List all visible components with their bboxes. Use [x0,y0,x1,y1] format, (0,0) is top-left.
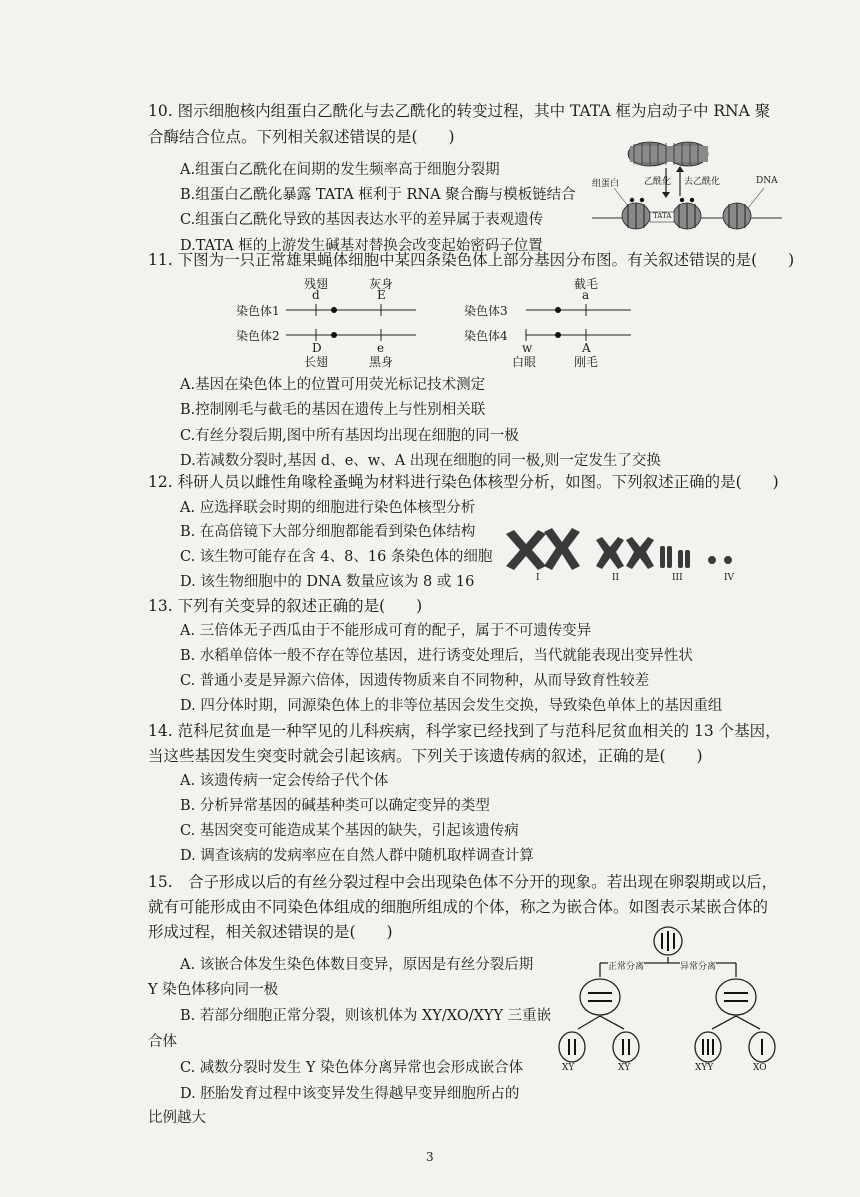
label-normal-separation: 正常分离 [608,959,644,972]
q10-histone-figure [592,138,782,246]
label-abnormal-separation: 异常分离 [680,959,716,972]
q10-option-c: C.组蛋白乙酰化导致的基因表达水平的差异属于表观遗传 [180,212,544,228]
label-histone: 组蛋白 [592,179,620,189]
q11-stem: 11. 下图为一只正常雄果蝇体细胞中某四条染色体上部分基因分布图。有关叙述错误的是( ) [148,251,795,269]
q14-option-b: B. 分析异常基因的碱基种类可以确定变异的类型 [180,798,490,814]
gene-a: a [582,288,590,302]
histone-diagram-graphic [592,138,782,246]
cell-label-xyy: XYY [695,1063,714,1073]
q10-stem-line1: 10. 图示细胞核内组蛋白乙酰化与去乙酰化的转变过程，其中 TATA 框为启动子中 RNA 聚 [148,102,771,120]
gene-w: w [522,341,533,355]
q15-option-b-line1: B. 若部分细胞正常分裂，则该机体为 XY/XO/XYY 三重嵌 [180,1008,552,1024]
q15-mosaic-figure [552,915,782,1075]
q12-karyotype-figure [500,520,760,590]
label-deacetylation: 去乙酰化 [684,177,721,187]
label-chromosome-4: 染色体4 [464,329,508,343]
label-rigid-bristle: 刚毛 [574,355,599,369]
q15-option-a-line2: Y 染色体移向同一极 [148,982,279,998]
q13-option-c: C. 普通小麦是异源六倍体，因遗传物质来自不同物种，从而导致育性较差 [180,673,650,689]
label-acetylation: 乙酰化 [644,177,672,187]
q12-stem: 12. 科研人员以雌性角喙栓蚤蝇为材料进行染色体核型分析，如图。下列叙述正确的是( ) [148,473,779,491]
q14-stem-line1: 14. 范科尼贫血是一种罕见的儿科疾病，科学家已经找到了与范科尼贫血相关的 13 个基因， [148,722,781,740]
label-cut-bristle: 截毛 [574,277,599,291]
label-chromosome-2: 染色体2 [236,329,280,343]
label-white-eye: 白眼 [512,355,537,369]
gene-E: E [377,288,386,302]
q15-option-d-line1: D. 胚胎发育过程中该变异发生得越早变异细胞所占的 [180,1086,520,1102]
page-number: 3 [426,1150,434,1164]
gene-d: d [312,288,320,302]
label-tata: TATA [653,212,672,220]
q10-stem-line2: 合酶结合位点。下列相关叙述错误的是( ) [148,128,455,146]
gene-A: A [582,341,591,355]
label-gray-body: 灰身 [369,277,394,291]
label-black-body: 黑身 [369,355,394,369]
q11-option-d: D.若减数分裂时,基因 d、e、w、A 出现在细胞的同一极,则一定发生了交换 [180,453,661,469]
q11-option-c: C.有丝分裂后期,图中所有基因均出现在细胞的同一极 [180,428,519,444]
q15-stem-line2: 就有可能形成由不同染色体组成的细胞所组成的个体，称之为嵌合体。如图表示某嵌合体的 [148,898,769,916]
q11-chromosome-figure [236,275,636,367]
q11-option-b: B.控制刚毛与截毛的基因在遗传上与性别相关联 [180,402,486,418]
q11-option-a: A.基因在染色体上的位置可用荧光标记技术测定 [180,377,486,393]
cell-label-xy-1: XY [562,1063,575,1073]
karyotype-label-2: II [612,573,620,583]
q12-option-c: C. 该生物可能存在含 4、8、16 条染色体的细胞 [180,549,493,565]
q10-option-b: B.组蛋白乙酰化暴露 TATA 框利于 RNA 聚合酶与模板链结合 [180,187,576,203]
q13-option-d: D. 四分体时期，同源染色体上的非等位基因会发生交换，导致染色单体上的基因重组 [180,698,723,714]
q14-option-a: A. 该遗传病一定会传给子代个体 [180,773,389,789]
cell-label-xo: XO [753,1063,767,1073]
q14-option-d: D. 调查该病的发病率应在自然人群中随机取样调查计算 [180,848,534,864]
q12-option-b: B. 在高倍镜下大部分细胞都能看到染色体结构 [180,524,476,540]
q15-option-c: C. 减数分裂时发生 Y 染色体分离异常也会形成嵌合体 [180,1060,524,1076]
q15-option-d-line2: 比例越大 [148,1110,206,1126]
label-long-wing: 长翅 [304,355,329,369]
q10-option-a: A.组蛋白乙酰化在间期的发生频率高于细胞分裂期 [180,162,500,178]
label-chromosome-1: 染色体1 [236,304,280,318]
karyotype-label-4: IV [724,573,735,583]
gene-e: e [377,341,385,355]
q13-option-a: A. 三倍体无子西瓜由于不能形成可育的配子，属于不可遗传变异 [180,623,592,639]
label-chromosome-3: 染色体3 [464,304,508,318]
q14-stem-line2: 当这些基因发生突变时就会引起该病。下列关于该遗传病的叙述，正确的是( ) [148,747,703,765]
label-dna: DNA [756,176,778,186]
q12-option-a: A. 应选择联会时期的细胞进行染色体核型分析 [180,500,476,516]
karyotype-label-3: III [672,573,683,583]
q12-option-d: D. 该生物细胞中的 DNA 数量应该为 8 或 16 [180,574,475,590]
q15-stem-line1: 15. 合子形成以后的有丝分裂过程中会出现染色体不分开的现象。若出现在卵裂期或以后， [148,873,778,891]
karyotype-label-1: I [536,573,540,583]
q13-stem: 13. 下列有关变异的叙述正确的是( ) [148,597,423,615]
q13-option-b: B. 水稻单倍体一般不存在等位基因，进行诱变处理后，当代就能表现出变异性状 [180,648,693,664]
cell-label-xy-2: XY [618,1063,631,1073]
q15-option-b-line2: 合体 [148,1034,177,1050]
gene-D: D [312,341,322,355]
q14-option-c: C. 基因突变可能造成某个基因的缺失，引起该遗传病 [180,823,519,839]
mosaic-diagram-graphic [552,915,782,1075]
q10-option-d: D.TATA 框的上游发生碱基对替换会改变起始密码子位置 [180,238,543,254]
label-vestigial-wing: 残翅 [304,277,329,291]
q15-stem-line3: 形成过程，相关叙述错误的是( ) [148,923,393,941]
q15-option-a-line1: A. 该嵌合体发生染色体数目变异，原因是有丝分裂后期 [180,957,534,973]
